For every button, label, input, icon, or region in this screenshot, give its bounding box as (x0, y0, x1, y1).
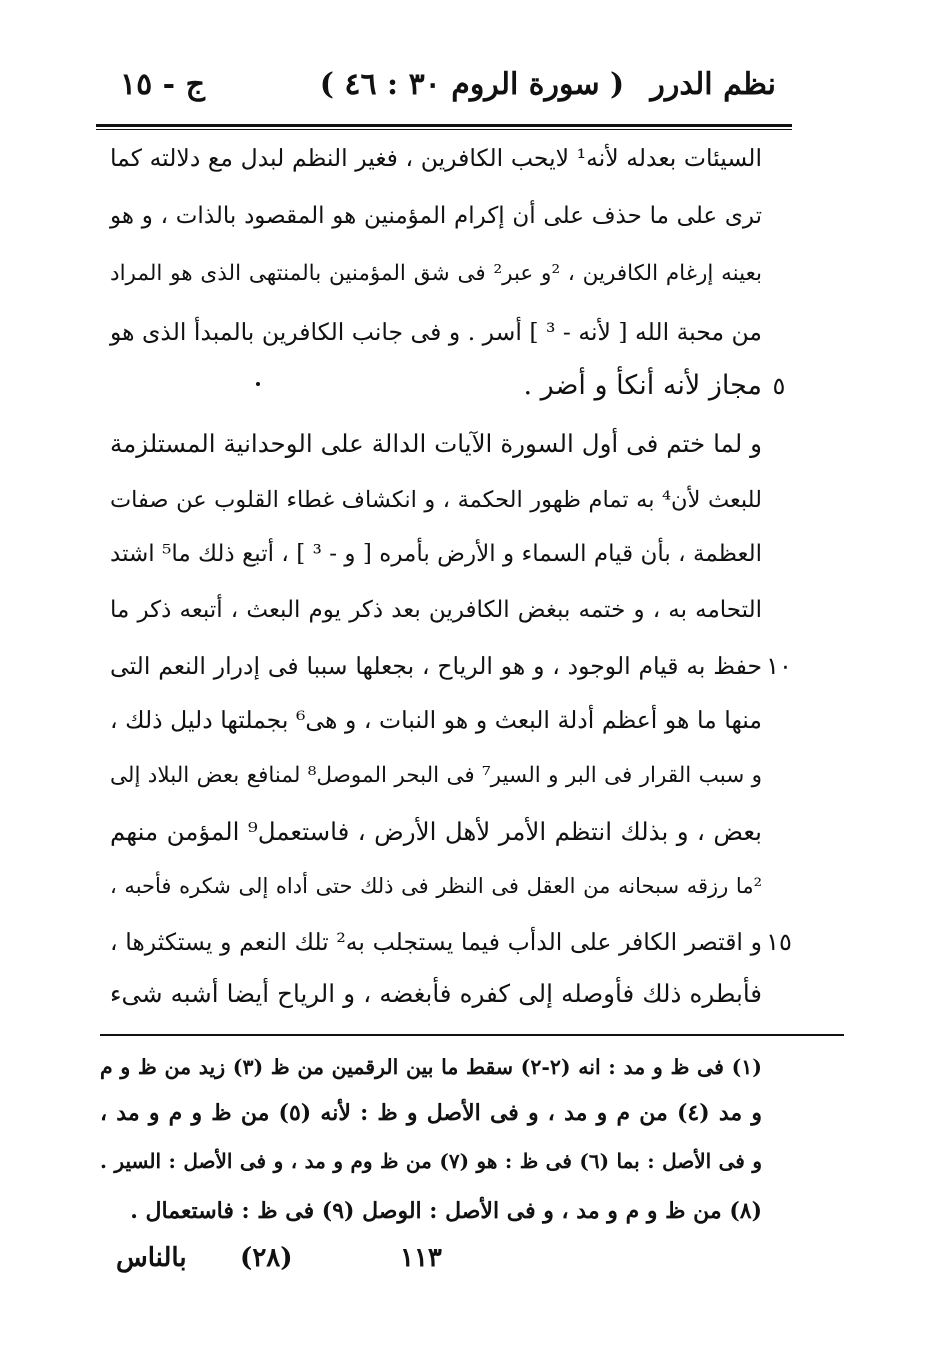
footnote-rule (100, 1034, 844, 1036)
line-number: ٥ (772, 372, 786, 400)
body-line: فأبطره ذلك فأوصله إلى كفره فأبغضه ، و الرياح أيضا أشبه شىء (110, 979, 762, 1008)
body-line: للبعث لأن⁴ به تمام ظهور الحكمة ، و انكشاف غطاء القلوب عن صفات (110, 487, 762, 513)
line-number: ١٥ (766, 928, 792, 956)
signature-mark: (٢٨) (240, 1243, 293, 1273)
page-number: ١١٣ (400, 1243, 442, 1273)
header-rule (96, 124, 792, 127)
surah-reference: ( سورة الروم ٣٠ : ٤٦ ) (319, 67, 625, 102)
body-line: ²ما رزقه سبحانه من العقل فى النظر فى ذلك حتى أداه إلى شكره فأحبه ، (110, 874, 762, 898)
catchword: بالناس (116, 1243, 187, 1273)
body-line: بعينه إرغام الكافرين ، ²و عبر² فى شق المؤمنين بالمنتهى الذى هو المراد (110, 261, 762, 286)
volume-label: ج - ١٥ (120, 67, 205, 102)
body-line: و سبب القرار فى البر و السير⁷ فى البحر الموصل⁸ لمنافع بعض البلاد إلى (110, 763, 762, 788)
body-line: منها ما هو أعظم أدلة البعث و هو النبات ، و هى⁶ بجملتها دليل ذلك ، (110, 706, 762, 734)
body-line: ترى على ما حذف على أن إكرام المؤمنين هو المقصود بالذات ، و هو (110, 203, 762, 229)
footnote-line: (٨) من ظ و م و مد ، و فى الأصل : الوصل (٩) فى ظ : فاستعمال . (130, 1198, 762, 1224)
body-line: السيئات بعدله لأنه¹ لايحب الكافرين ، فغير النظم لبدل مع دلالته كما (110, 144, 762, 172)
ink-speck (256, 382, 260, 386)
line-number: ١٠ (766, 652, 792, 680)
body-line: حفظ به قيام الوجود ، و هو الرياح ، بجعلها سببا فى إدرار النعم التى (110, 652, 762, 680)
body-line: مجاز لأنه أنكأ و أضر . (523, 370, 762, 401)
footnote-line: و فى الأصل : بما (٦) فى ظ : هو (٧) من ظ وم و مد ، و فى الأصل : السير . (100, 1149, 762, 1173)
header-rule-thin (96, 129, 792, 130)
body-line: و لما ختم فى أول السورة الآيات الدالة على الوحدانية المستلزمة (110, 429, 762, 458)
footnote-line: (١) فى ظ و مد : انه (٢-٢) سقط ما بين الرقمين من ظ (٣) زيد من ظ و م (100, 1055, 762, 1079)
body-line: التحامه به ، و ختمه ببغض الكافرين بعد ذكر يوم البعث ، أتبعه ذكر ما (110, 597, 762, 623)
body-line: العظمة ، بأن قيام السماء و الأرض بأمره [ و - ³ ] ، أتبع ذلك ما⁵ اشتد (110, 541, 762, 567)
footnote-line: و مد (٤) من م و مد ، و فى الأصل و ظ : لأنه (٥) من ظ و م و مد ، (100, 1100, 763, 1126)
body-line: و اقتصر الكافر على الدأب فيما يستجلب به² تلك النعم و يستكثرها ، (110, 928, 762, 956)
body-line: بعض ، و بذلك انتظم الأمر لأهل الأرض ، فاستعمل⁹ المؤمن منهم (110, 817, 763, 846)
running-title: نظم الدرر (650, 67, 776, 102)
body-line: من محبة الله [ لأنه - ³ ] أسر . و فى جانب الكافرين بالمبدأ الذى هو (110, 318, 762, 346)
